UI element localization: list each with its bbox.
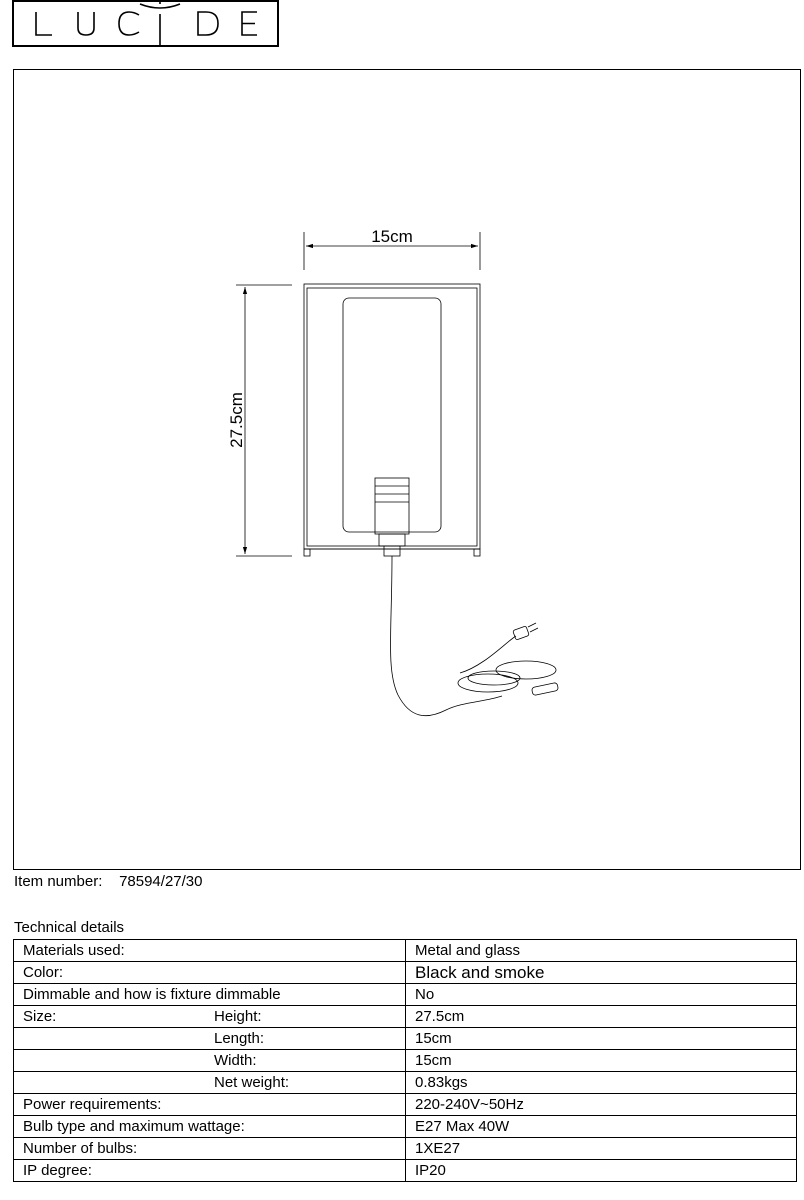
row-value: 15cm bbox=[406, 1028, 797, 1050]
row-value: No bbox=[406, 984, 797, 1006]
item-number-value: 78594/27/30 bbox=[119, 873, 203, 890]
table-row bbox=[14, 1028, 797, 1050]
row-value: 1XE27 bbox=[406, 1138, 797, 1160]
row-label: Dimmable and how is fixture dimmable bbox=[23, 986, 281, 1003]
table-row bbox=[14, 1072, 797, 1094]
row-value: 0.83kgs bbox=[406, 1072, 797, 1094]
row-value: IP20 bbox=[406, 1160, 797, 1182]
technical-details-title: Technical details bbox=[14, 919, 125, 936]
item-number-label: Item number: bbox=[14, 873, 103, 890]
row-value: 27.5cm bbox=[406, 1006, 797, 1028]
height-dimension-label: 27.5cm bbox=[227, 392, 246, 448]
row-sublabel: Net weight: bbox=[214, 1074, 290, 1091]
table-row bbox=[14, 984, 797, 1006]
table-row bbox=[14, 962, 797, 984]
table-row bbox=[14, 1160, 797, 1182]
row-sublabel: Height: bbox=[214, 1008, 262, 1025]
row-sublabel: Length: bbox=[214, 1030, 265, 1047]
row-sublabel: Width: bbox=[214, 1052, 257, 1069]
drawing-frame bbox=[13, 69, 801, 870]
row-label: Power requirements: bbox=[23, 1096, 162, 1113]
table-row bbox=[14, 1006, 797, 1028]
row-label: Bulb type and maximum wattage: bbox=[23, 1118, 245, 1135]
row-label: IP degree: bbox=[23, 1162, 92, 1179]
table-row bbox=[14, 1138, 797, 1160]
row-value: E27 Max 40W bbox=[406, 1116, 797, 1138]
row-value: 15cm bbox=[406, 1050, 797, 1072]
row-label: Materials used: bbox=[23, 942, 125, 959]
width-dimension-label: 15cm bbox=[371, 227, 413, 246]
table-row bbox=[14, 1094, 797, 1116]
row-label: Size: bbox=[23, 1008, 57, 1025]
lamp-drawing bbox=[14, 70, 802, 871]
table-row bbox=[14, 1050, 797, 1072]
row-label: Number of bulbs: bbox=[23, 1140, 138, 1157]
row-value: Metal and glass bbox=[406, 940, 797, 962]
item-number-line bbox=[14, 873, 202, 890]
row-value: 220-240V~50Hz bbox=[406, 1094, 797, 1116]
technical-details-table bbox=[13, 939, 797, 1182]
row-value: Black and smoke bbox=[406, 962, 797, 984]
row-label: Color: bbox=[23, 964, 64, 981]
brand-logo bbox=[12, 0, 280, 53]
table-row bbox=[14, 940, 797, 962]
table-row bbox=[14, 1116, 797, 1138]
